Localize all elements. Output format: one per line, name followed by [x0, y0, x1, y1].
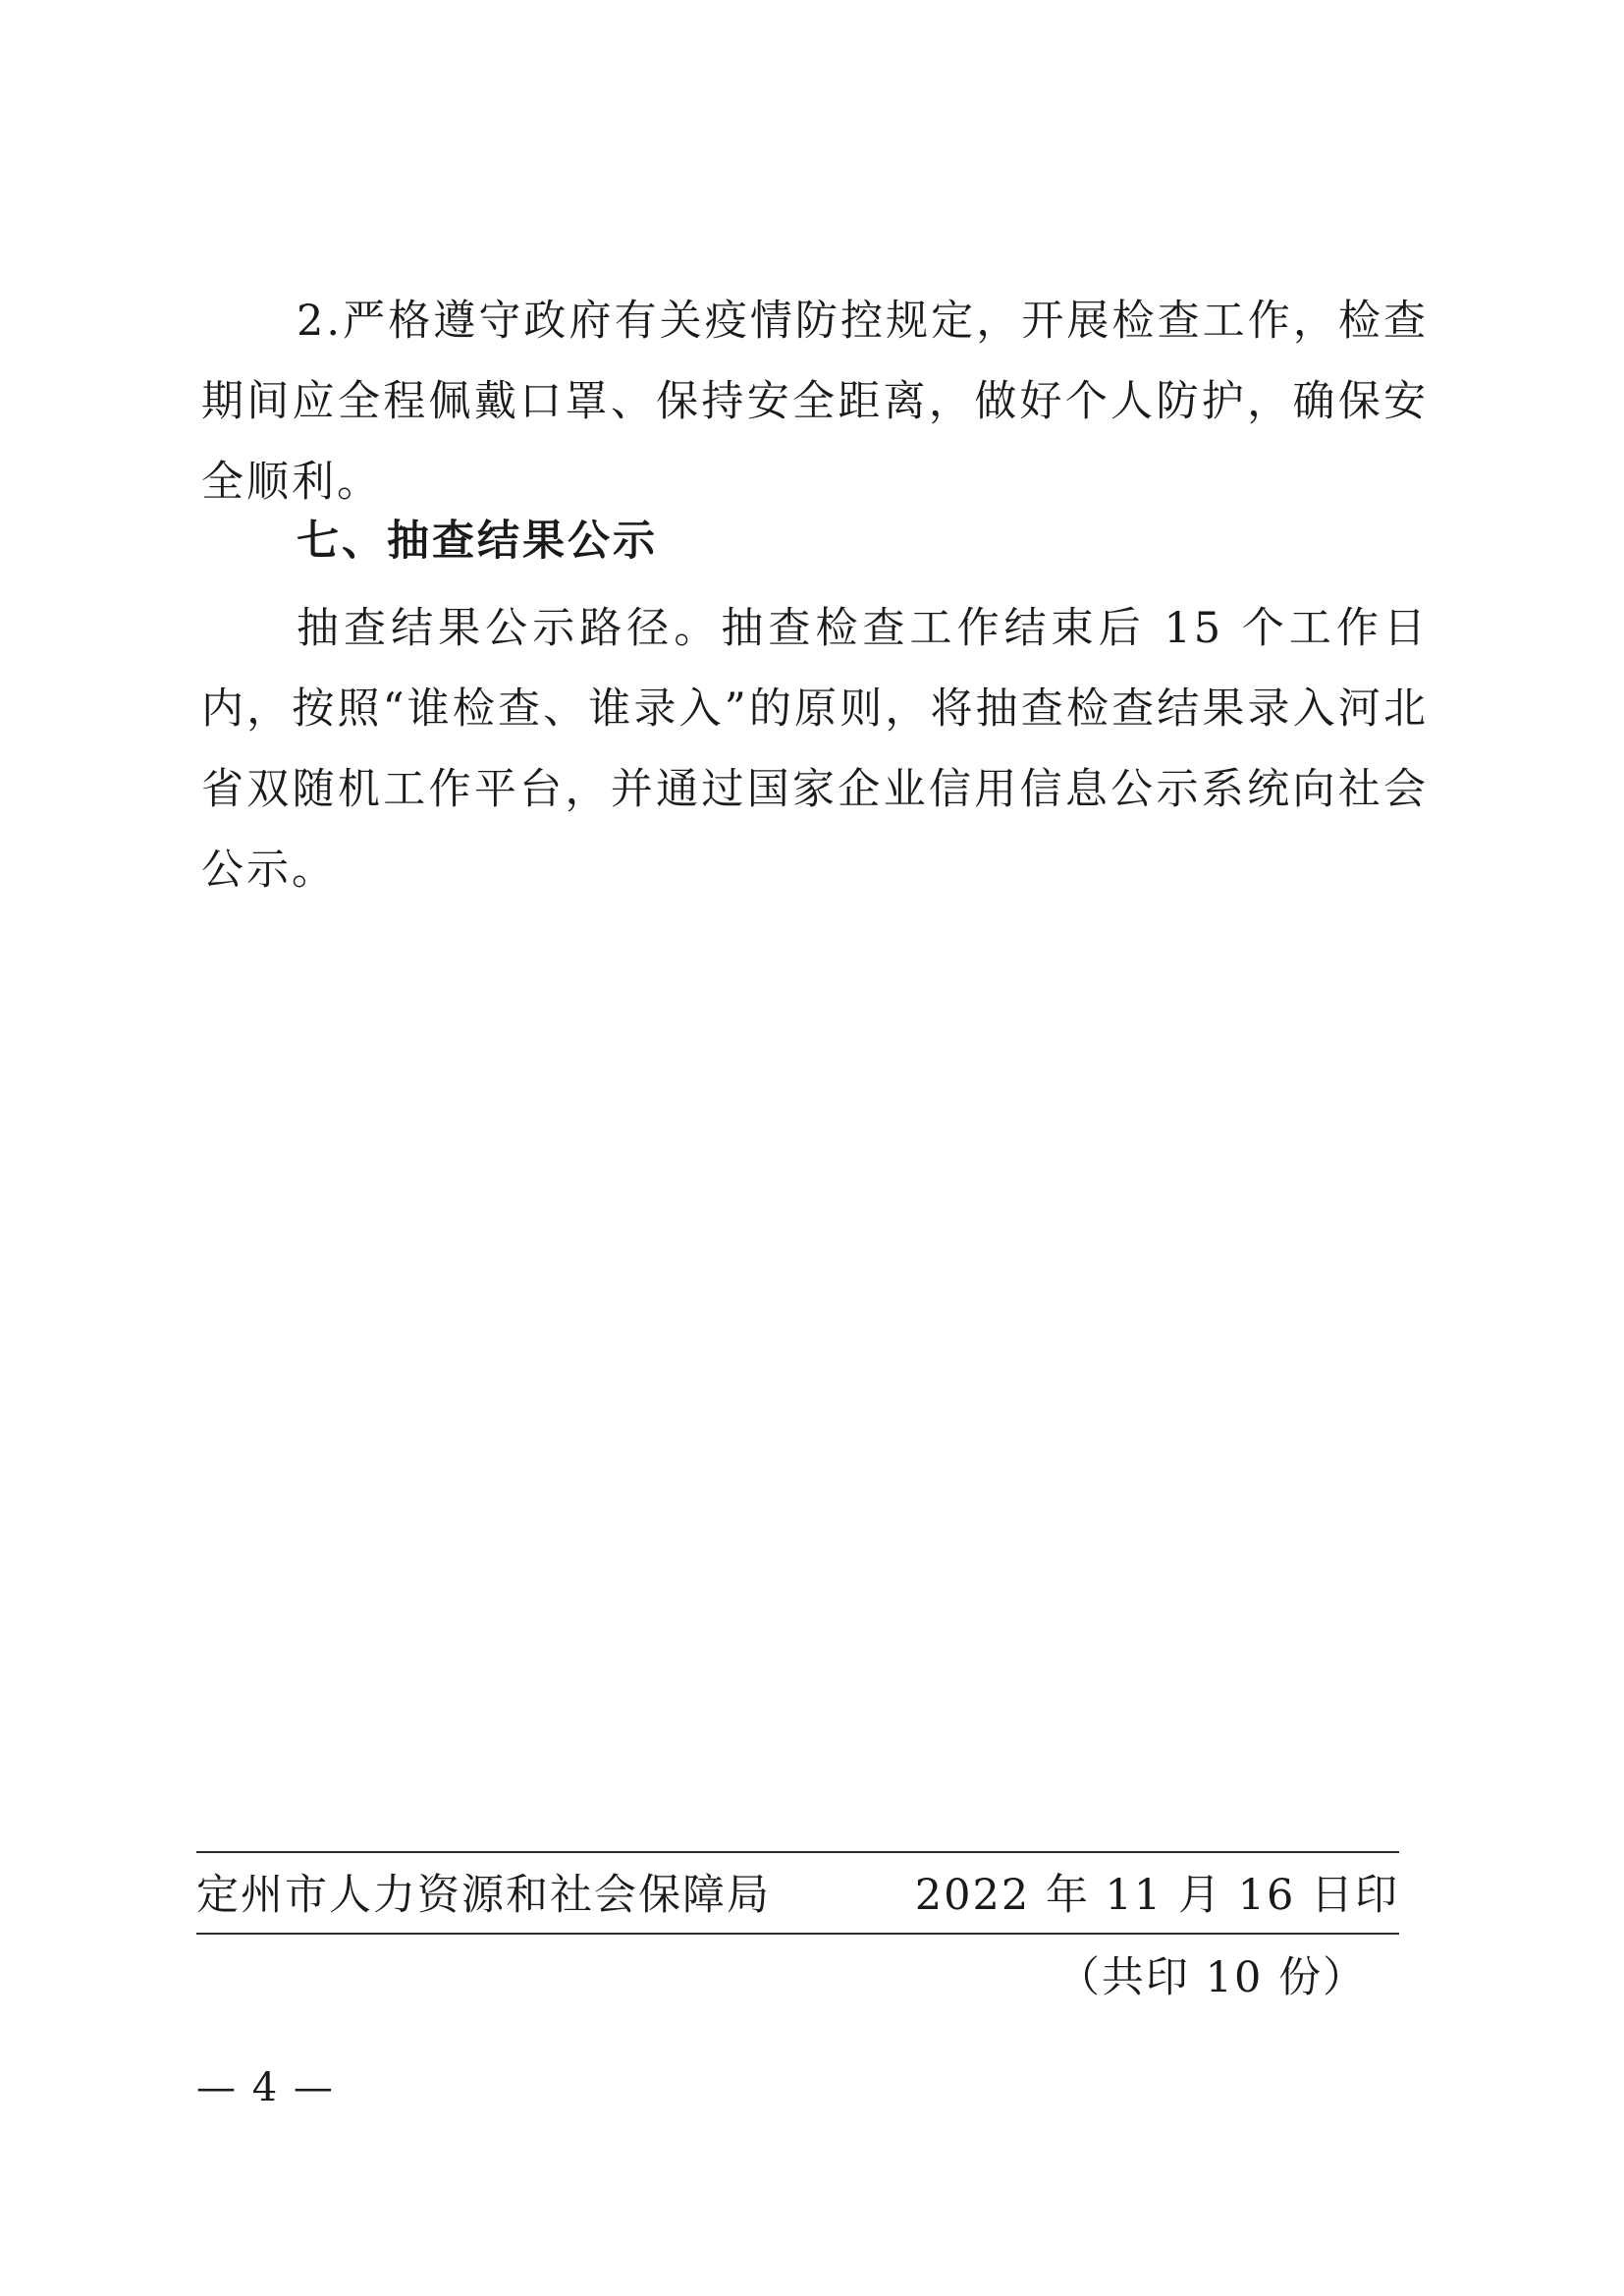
section-heading-results-publicity: 七、抽查结果公示 — [297, 517, 658, 566]
footer-top-rule — [196, 1851, 1399, 1853]
issuing-organization: 定州市人力资源和社会保障局 — [196, 1871, 771, 1920]
paragraph-epidemic-prevention: 2.严格遵守政府有关疫情防控规定，开展检查工作，检查期间应全程佩戴口罩、保持安全距离，做好个人防护，确保安全顺利。 — [201, 297, 1429, 507]
print-date: 2022 年 11 月 16 日印 — [914, 1871, 1399, 1920]
paragraph-results-publicity: 抽查结果公示路径。抽查检查工作结束后 15 个工作日内，按照“谁检查、谁录入”的原则，将抽查检查结果录入河北省双随机工作平台，并通过国家企业信用信息公示系统向社会公示。 — [201, 604, 1429, 895]
page-number: — 4 — — [196, 2065, 335, 2110]
footer-bottom-rule — [196, 1933, 1399, 1935]
print-copies-count: （共印 10 份） — [1056, 1953, 1367, 2002]
